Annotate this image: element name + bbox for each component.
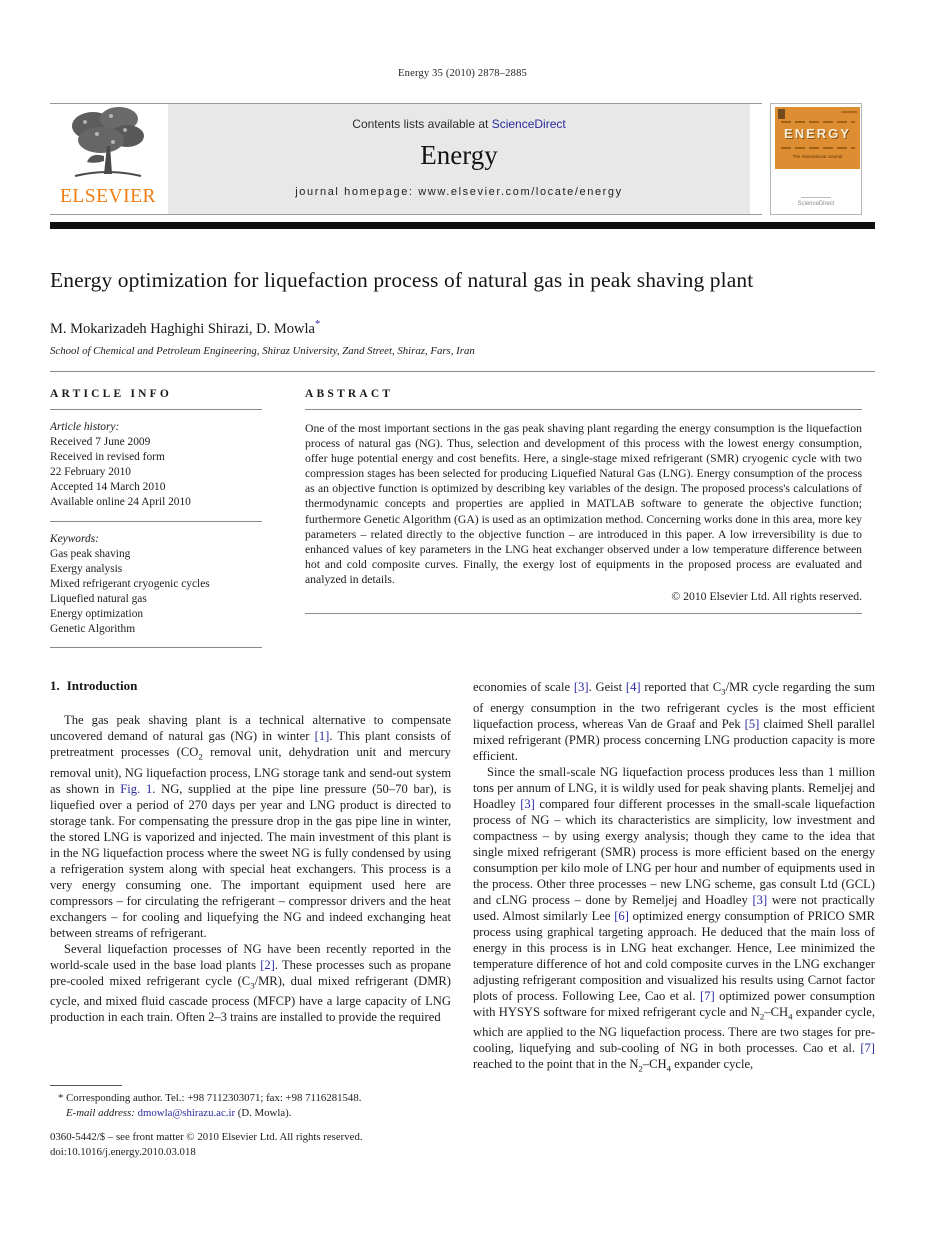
citation-link[interactable]: [7] [860,1041,875,1056]
article-info-heading: ARTICLE INFO [50,388,173,400]
cover-text-row [781,147,855,149]
email-label: E-mail address: [66,1106,135,1119]
citation-link[interactable]: [3] [573,680,589,694]
author-names: M. Mokarizadeh Haghighi Shirazi, D. Mowla [50,320,315,337]
citation-link[interactable]: [4] [625,680,641,694]
divider [305,613,862,614]
divider [50,647,262,648]
elsevier-wordmark: ELSEVIER [59,186,157,207]
divider [50,521,262,522]
abstract-heading: ABSTRACT [305,388,394,400]
footnote-block [50,1085,452,1120]
affiliation: School of Chemical and Petroleum Engineering, Shiraz University, Zand Street, Shiraz, Fars, Iran [50,345,475,357]
header-divider-bar [50,222,875,229]
article-info-abstract-section [50,371,875,648]
journal-homepage-link[interactable]: journal homepage: www.elsevier.com/locate/energy [295,186,623,198]
cover-subtitle: The International Journal [792,154,843,160]
email-link[interactable]: dmowla@shirazu.ac.ir [137,1106,236,1119]
running-head-citation: Energy 35 (2010) 2878–2885 [398,68,527,79]
journal-title: Energy [420,140,498,170]
cover-journal-name: ENERGY [784,126,851,141]
author-list [50,319,875,338]
doi-line: doi:10.1016/j.energy.2010.03.018 [50,1146,196,1158]
keyword-item: Energy optimization [50,608,144,621]
keywords-label: Keywords: [50,532,99,545]
history-line: Received 7 June 2009 [50,436,151,449]
contents-prefix: Contents lists available at [352,117,492,131]
history-line: Received in revised form [50,451,165,464]
abstract-column [305,372,862,648]
history-line: Available online 24 April 2010 [50,496,191,509]
section-heading [50,678,451,694]
article-title: Energy optimization for liquefaction process of natural gas in peak shaving plant [50,268,754,292]
citation-link[interactable]: [3] [520,796,535,811]
citation-link[interactable]: [5] [744,716,760,731]
citation-link[interactable]: [3] [752,892,768,907]
section-number: 1. [50,678,60,693]
keyword-item: Liquefied natural gas [50,592,147,605]
keywords-list [50,547,262,638]
body-column-right [473,678,875,1077]
corresponding-author-marker[interactable]: * [314,319,321,330]
keyword-item: Mixed refrigerant cryogenic cycles [50,577,210,590]
article-history [50,420,262,511]
divider [50,214,762,215]
abstract-text: One of the most important sections in the gas peak shaving plant regarding the energy consumption is the liquefaction process of natural gas (NG). Thus, selection and development of this process with the lowest energy consumption, offer huge potential energy and cost benefits. Here, a single-stage mixed refrigerant (SMR) cryogenic cycle with two compression stages has been selected for producing Liquefied Natural Gas (LNG). Energy consumption of the process as an objective function is optimized by describing key variables of the design. The proposed process's calculations of thermodynamic concepts and properties are applied in MATLAB software to generate the objective function; furthermore Genetic Algorithm (GA) is used as an optimization method. Concerning works done in this area, more key parameters – related directly to the objective function – are introduced in this paper. A low irreversibility is due to enhanced values of key parameters in the LNG heat exchanger observed under a low temperature difference between hot and cold composite curves. Finally, the exergy lost of equipments in the proposed process are evaluated and analyzed in details. [305,422,862,586]
divider [305,409,862,410]
cover-sciencedirect-mark: ScienceDirect [797,201,835,207]
keyword-item: Gas peak shaving [50,547,131,560]
cover-masthead-panel [775,107,860,169]
footnote-divider [50,1085,122,1086]
paragraph: Several liquefaction processes of NG have been recently reported in the world-scale used in the base load plants [2]. These processes such as propane pre-cooled mixed refrigerant cycle $(C_3/MR)$, dual mixed refrigerant (DMR) cycle, and mixed fluid cascade process (MFCP) have a large capacity of LNG production in each train. Often 2–3 trains are installed to provide the required [50,941,451,1025]
article-history-label: Article history: [50,421,120,433]
keywords-block [50,532,262,638]
email-footnote [50,1106,452,1121]
cover-issue-text [841,111,857,113]
paragraph: The gas peak shaving plant is a technical alternative to compensate uncovered demand of natural gas (NG) in winter [1]. This plant consists of pretreatment processes ($CO_2$ removal unit, dehydration unit and mercury removal unit), NG liquefaction process, LNG storage tank and send-out system as shown in Fig. 1. NG, supplied at the pipe line pressure (50–70 bar), is liquefied over a period of 270 days per year and LNG product is directed to storage tank. For compensating the pressure drop in the gas pipe line in winter, the stored LNG is vaporized and injected. The main investment of this plant is in the NG liquefaction process where the sweet NG is fully condensed by using a refrigeration system along with special heat exchangers. This process is a very energy consuming one. The important equipment used here are compressors – for circulating the refrigerant – compressor drivers and the heat exchangers – for cooling and liquefying the NG and indeed exchanging heat between streams of refrigerant. [50,713,451,940]
divider [801,197,831,198]
paragraph: Since the small-scale NG liquefaction process produces less than 1 million tons per annum of LNG, it is wildly used for peak shaving plants. Remeljej and Hoadley [3] compared four different processes in the small-scale liquefaction process of NG – which its characteristics are simplicity, low investment and compactness – by using exergy analysis; though they came to the idea that single mixed refrigerant (SMR) process is more efficient based on the energy consumption per kilo mole of LNG per hour and number of equipments used in the process. Other three processes – new LNG scheme, gas consult Ltd (GCL) and cLNG process – done by Remeljej and Hoadley [3] were not practically used. Almost similarly Lee [6] optimized energy consumption of PRICO SMR process using graphical targeting approach. He deduced that the main loss of energy in this process is in LNG heat exchanger. Hence, Lee minimized the temperature difference of hot and cold composite curves in the LNG exchanger adjusting refrigerant composition and visualized his results using Carnot factor plots of process. Following Lee, Cao et al. [7] optimized power consumption with HYSYS software for mixed refrigerant cycle and $N_2-CH_4$ expander cycle, which are applied to the NG liquefaction process. There are two stages for pre-cooling, liquefying and sub-cooling of NG in both processes. Cao et al. [7] reached to the point that in the $N_2-CH_4$ expander cycle, [473,764,875,1074]
email-suffix: (D. Mowla). [235,1106,292,1119]
history-line: 22 February 2010 [50,466,131,479]
keyword-item: Genetic Algorithm [50,623,136,636]
section-title: Introduction [66,678,138,693]
imprint-block [50,1130,550,1160]
right-column-paragraphs [473,679,875,1077]
journal-cover-thumbnail[interactable] [770,103,862,215]
left-column-paragraphs [50,712,451,1025]
contents-line [168,117,750,131]
article-history-lines [50,435,262,510]
sciencedirect-link[interactable]: ScienceDirect [491,117,566,131]
cover-text-row [781,121,855,123]
citation-link[interactable]: [1] [314,729,330,743]
issn-line: 0360-5442/$ – see front matter © 2010 Elsevier Ltd. All rights reserved. [50,1131,363,1143]
corresponding-author-footnote [50,1091,452,1106]
citation-link[interactable]: [2] [260,957,275,972]
history-line: Accepted 14 March 2010 [50,481,166,494]
journal-header [50,103,875,215]
introduction-section [50,678,875,1077]
journal-banner [168,104,750,214]
citation-link[interactable]: [6] [614,908,629,923]
paragraph: economies of scale [3]. Geist [4] reported that $C_3/MR$ cycle regarding the sum of energy consumption in the two refrigerant cycles is the most efficient liquefaction process, whereas Van de Graaf and Pek [5] claimed Shell parallel mixed refrigerant (PMR) process concerning LNG production capacity is more efficient. [473,680,876,763]
cover-tree-icon [778,109,785,119]
elsevier-logo [50,104,166,214]
citation-link[interactable]: [7] [700,988,715,1003]
copyright-line: © 2010 Elsevier Ltd. All rights reserved. [671,590,862,604]
keyword-item: Exergy analysis [50,562,123,575]
footnote-text: Corresponding author. Tel.: +98 7112303071; fax: +98 7116281548. [63,1092,362,1104]
article-info-column [50,372,262,648]
body-column-left [50,678,451,1077]
footnote-marker: * [58,1092,64,1104]
divider [50,409,262,410]
figure-link[interactable]: Fig. 1 [120,781,153,796]
